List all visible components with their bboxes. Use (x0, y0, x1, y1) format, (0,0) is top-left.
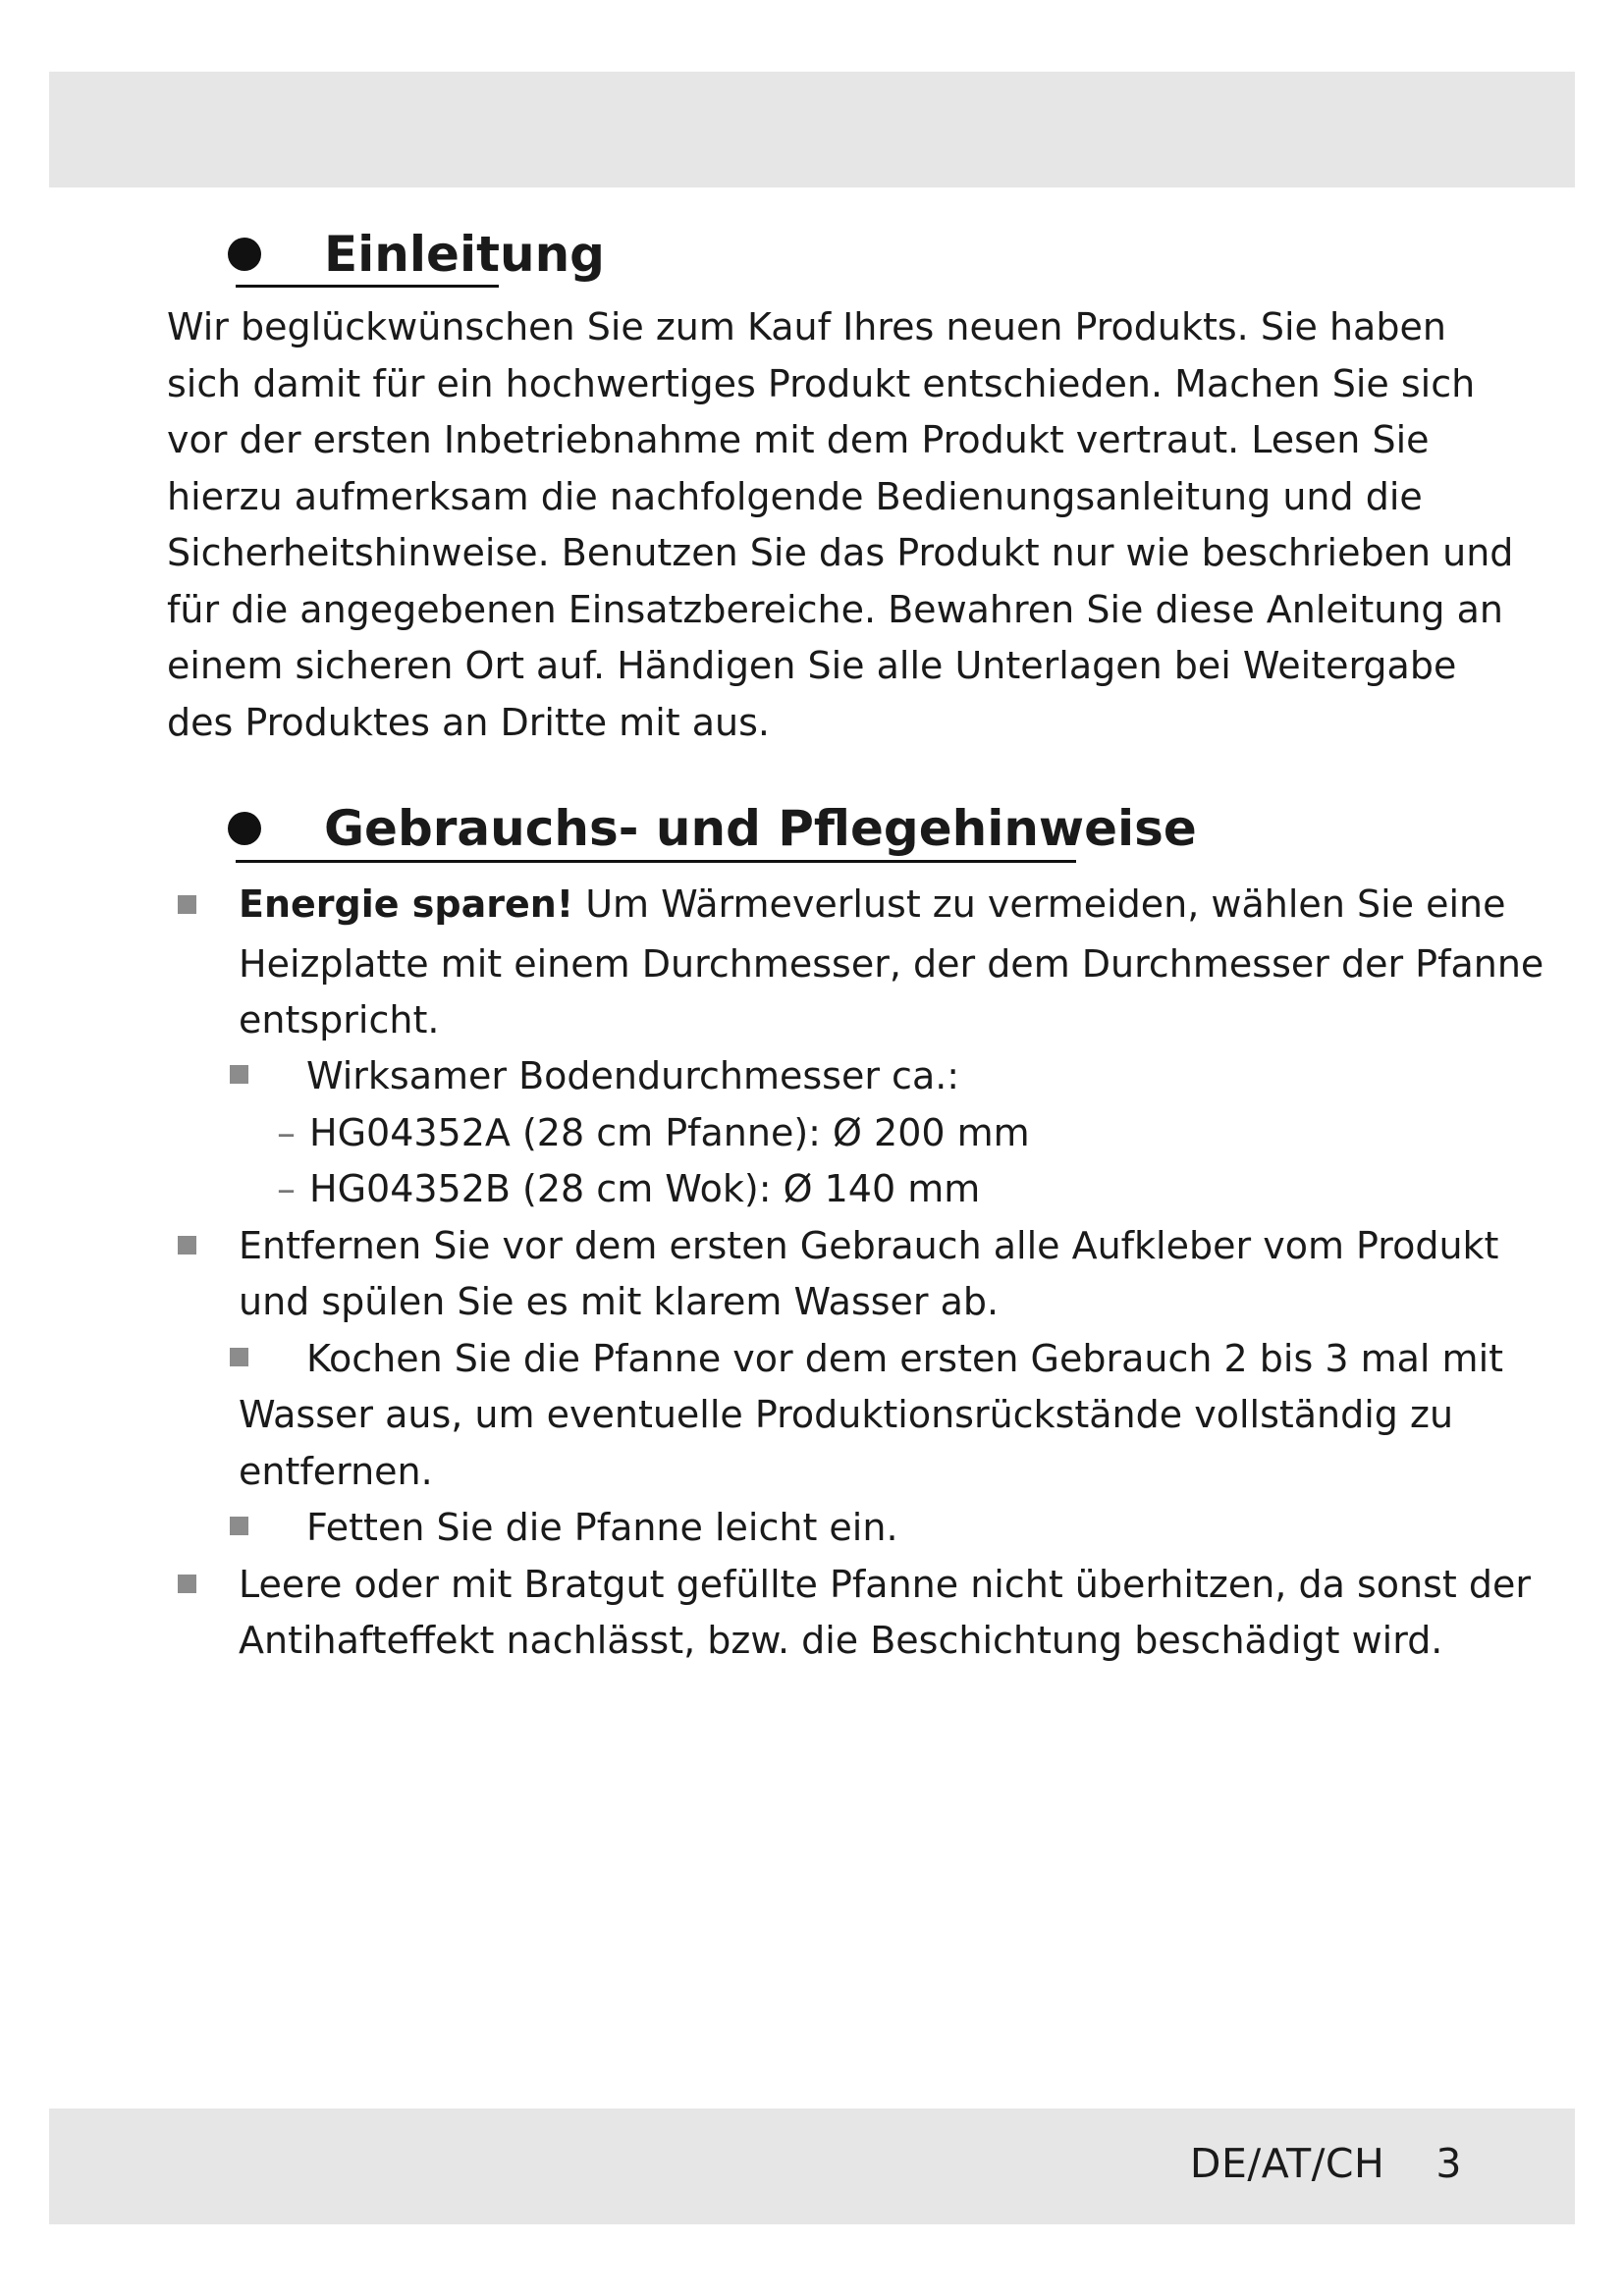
heading-bullet-icon (228, 812, 261, 845)
energy-line (239, 877, 1506, 934)
section-title-intro: Einleitung (324, 226, 605, 283)
diameter-item (277, 1105, 1030, 1162)
boil-line: entfernen. (239, 1450, 433, 1493)
header-band (49, 72, 1575, 187)
square-bullet-icon (178, 1236, 196, 1255)
dash-icon: – (277, 1167, 296, 1210)
heading-underline-intro (236, 285, 499, 288)
intro-line: hierzu aufmerksam die nachfolgende Bedienungsanleitung und die (167, 474, 1423, 518)
heading-bullet-icon (228, 238, 261, 271)
diameter-label: Wirksamer Bodendurchmesser ca.: (306, 1054, 960, 1097)
intro-paragraph (167, 299, 1513, 751)
energy-bold-label: Energie sparen! (239, 882, 574, 926)
diameter-item-text: HG04352A (28 cm Pfanne): Ø 200 mm (309, 1111, 1030, 1154)
intro-line: einem sicheren Ort auf. Händigen Sie alle Unterlagen bei Weitergabe (167, 644, 1457, 687)
energy-line: Heizplatte mit einem Durchmesser, der dem Durchmesser der Pfanne (239, 942, 1544, 986)
intro-line: des Produktes an Dritte mit aus. (167, 700, 770, 744)
footer-region: DE/AT/CH (1189, 2140, 1385, 2187)
page-number: 3 (1435, 2140, 1462, 2187)
square-bullet-icon (230, 1517, 248, 1535)
grease-line: Fetten Sie die Pfanne leicht ein. (306, 1506, 898, 1549)
square-bullet-icon (230, 1065, 248, 1084)
overheat-line: Antihafteffekt nachlässt, bzw. die Beschichtung beschädigt wird. (239, 1619, 1443, 1662)
square-bullet-icon (178, 895, 196, 914)
diameter-item (277, 1161, 980, 1218)
boil-line: Kochen Sie die Pfanne vor dem ersten Gebrauch 2 bis 3 mal mit (306, 1337, 1504, 1380)
intro-line: sich damit für ein hochwertiges Produkt entschieden. Machen Sie sich (167, 361, 1476, 405)
diameter-item-text: HG04352B (28 cm Wok): Ø 140 mm (309, 1167, 981, 1210)
square-bullet-icon (230, 1348, 248, 1366)
dash-icon: – (277, 1111, 296, 1154)
intro-line: vor der ersten Inbetriebnahme mit dem Produkt vertraut. Lesen Sie (167, 418, 1430, 461)
sticker-line: Entfernen Sie vor dem ersten Gebrauch alle Aufkleber vom Produkt (239, 1224, 1499, 1267)
section-heading-intro (228, 226, 605, 283)
intro-line: Wir beglückwünschen Sie zum Kauf Ihres neuen Produkts. Sie haben (167, 305, 1446, 348)
boil-line: Wasser aus, um eventuelle Produktionsrückstände vollständig zu (239, 1393, 1454, 1436)
section-heading-care (228, 800, 1197, 857)
intro-line: Sicherheitshinweise. Benutzen Sie das Produkt nur wie beschrieben und (167, 531, 1514, 574)
footer (1190, 2140, 1462, 2187)
heading-underline-care (236, 860, 1076, 863)
square-bullet-icon (178, 1575, 196, 1593)
overheat-line: Leere oder mit Bratgut gefüllte Pfanne nicht überhitzen, da sonst der (239, 1563, 1531, 1606)
intro-line: für die angegebenen Einsatzbereiche. Bewahren Sie diese Anleitung an (167, 587, 1504, 631)
energy-line: entspricht. (239, 998, 440, 1041)
sticker-line: und spülen Sie es mit klarem Wasser ab. (239, 1280, 1000, 1323)
energy-text: Um Wärmeverlust zu vermeiden, wählen Sie eine (585, 882, 1506, 926)
section-title-care: Gebrauchs- und Pflegehinweise (324, 800, 1197, 857)
